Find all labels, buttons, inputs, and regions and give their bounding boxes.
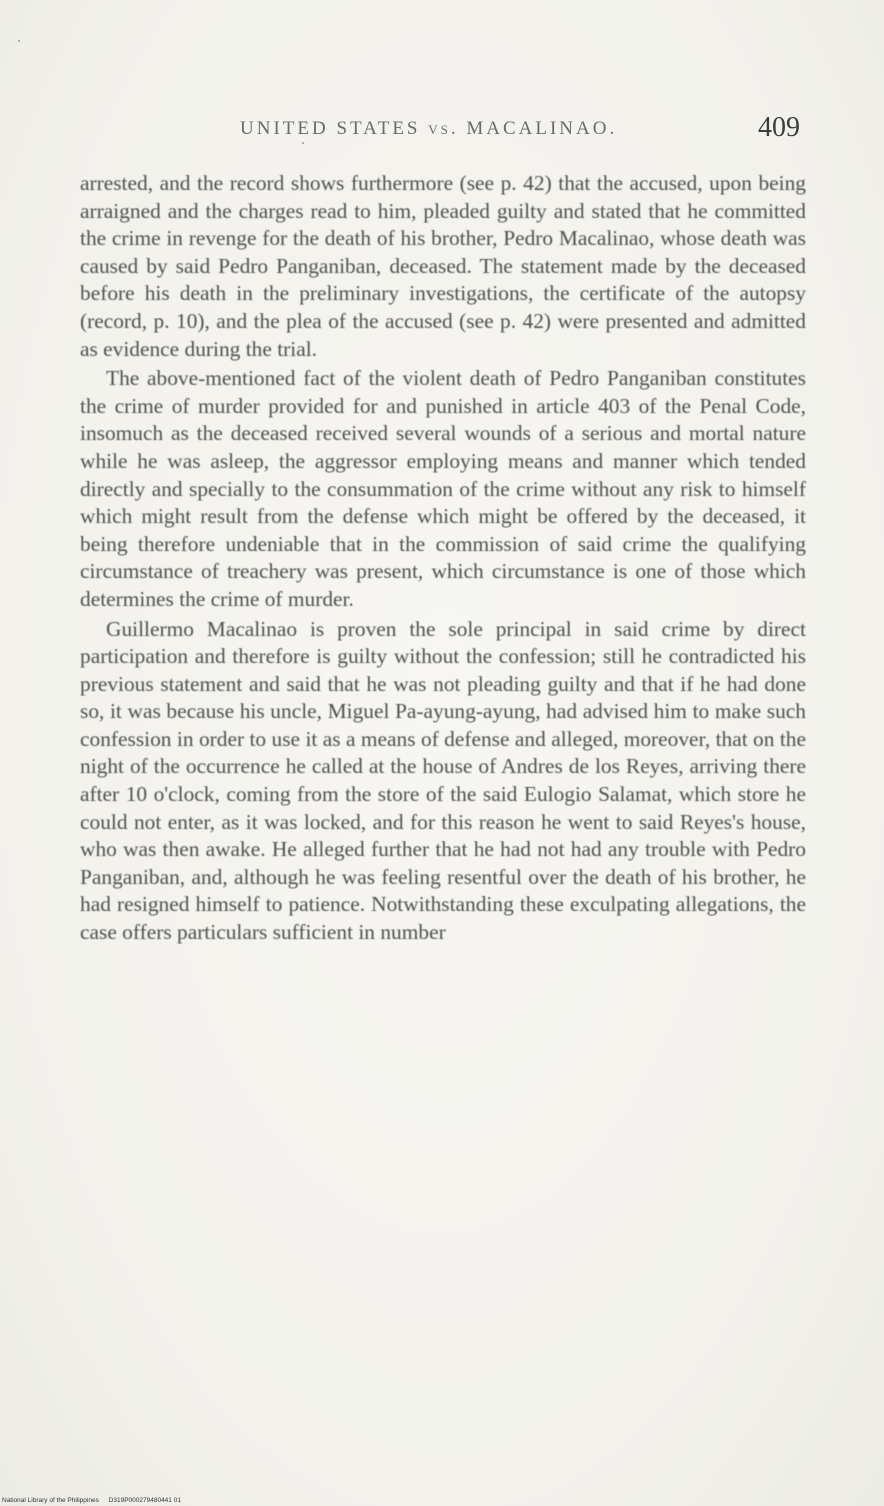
running-head: UNITED STATES vs. MACALINAO. [240,118,618,139]
scan-footer [2,1497,189,1504]
page-header [80,112,800,152]
paragraph: The above-mentioned fact of the violent death of Pedro Panganiban constitutes the crime of murder provided for and punished in article 403 of the Penal Code, insomuch as the deceased received several wounds of a serious and mortal nature while he was asleep, the aggressor employing means and manner which tended directly and specially to the consummation of the crime without any risk to himself which might result from the defense which might be offered by the deceased, it being therefore undeniable that in the commission of said crime the qualifying circumstance of treachery was present, which circumstance is one of those which determines the crime of murder. [80,366,806,611]
paragraph-continued: arrested, and the record shows furthermore (see p. 42) that the accused, upon being arraigned and the charges read to him, pleaded guilty and stated that he committed the crime in revenge for the death of his brother, Pedro Macalinao, whose death was caused by said Pedro Panganiban, deceased. The statement made by the deceased before his death in the preliminary investigations, the certificate of the autopsy (record, p. 10), and the plea of the accused (see p. 42) were presented and admitted as evidence during the trial. [80,171,806,361]
paragraph: Guillermo Macalinao is proven the sole principal in said crime by direct participation and therefore is guilty without the confession; still he contradicted his previous statement and said that he was not pleading guilty and that if he had done so, it was because his uncle, Miguel Pa-ayung-ayung, had advised him to make such confession in order to use it as a means of defense and alleged, moreover, that on the night of the occurrence he called at the house of Andres de los Reyes, arriving there after 10 o'clock, coming from the store of the said Eulogio Salamat, which store he could not enter, as it was locked, and for this reason he went to said Reyes's house, who was then awake. He alleged further that he had not had any trouble with Pedro Panganiban, and, although he was feeling resentful over the death of his brother, he had resigned himself to patience. Notwithstanding these exculpating allegations, the case offers particulars sufficient in number [80,616,806,945]
footer-identifier: D319P000279480441 01 [108,1497,181,1504]
scan-speck [18,40,20,42]
body-text [80,170,806,947]
page-number: 409 [758,112,800,143]
footer-institution: National Library of the Philippines [2,1497,99,1504]
